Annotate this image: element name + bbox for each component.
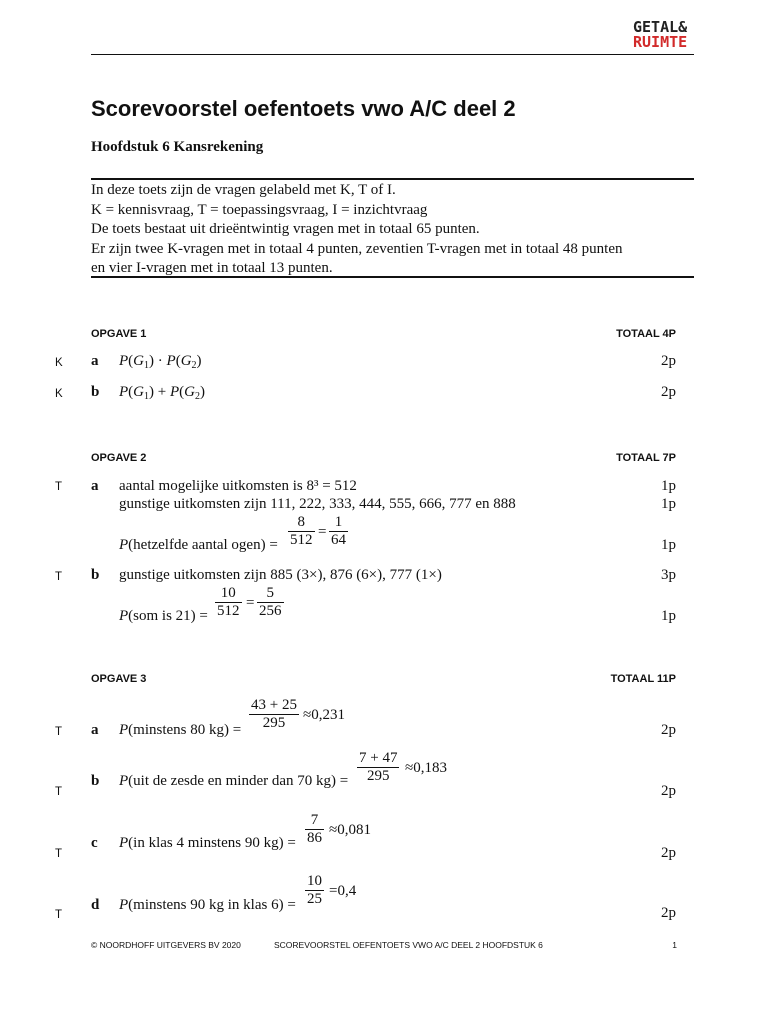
opgave-3a-condition: (minstens 80 kg) = (128, 722, 242, 738)
question-letter: b (91, 773, 100, 789)
opgave-3c-text (119, 835, 296, 852)
fraction (357, 750, 399, 785)
opgave-1-total: TOTAAL 4P (616, 328, 676, 340)
intro-top-divider (91, 178, 694, 180)
question-type-label: T (55, 848, 63, 860)
equals-sign: = (246, 595, 255, 611)
question-type-label: K (55, 357, 63, 369)
fraction-denominator: 64 (331, 532, 346, 548)
opgave-2b-line-2 (119, 608, 208, 625)
question-letter: a (91, 353, 99, 369)
opgave-2a-line-1: aantal mogelijke uitkomsten is 8³ = 512 (119, 478, 357, 494)
fraction (257, 585, 284, 620)
page-subtitle: Hoofdstuk 6 Kansrekening (91, 139, 264, 155)
opgave-1-header: OPGAVE 1 (91, 328, 147, 340)
points-label: 2p (661, 905, 676, 921)
question-letter: a (91, 722, 99, 738)
approx-value: ≈0,183 (405, 760, 447, 776)
points-label: 2p (661, 722, 676, 738)
opgave-3b-condition: (uit de zesde en minder dan 70 kg) = (128, 773, 349, 789)
approx-value: ≈0,081 (329, 822, 371, 838)
brand-logo (633, 20, 687, 50)
opgave-2a-line-3-text: (hetzelfde aantal ogen) = (128, 537, 278, 553)
points-label: 1p (661, 496, 676, 512)
points-label: 2p (661, 783, 676, 799)
fraction (249, 697, 299, 732)
fraction (329, 514, 348, 549)
fraction-numerator: 10 (220, 585, 236, 601)
question-type-label: T (55, 481, 63, 493)
probability-symbol: P (119, 897, 129, 913)
intro-line: De toets bestaat uit drieëntwintig vragen met in totaal 65 punten. (91, 221, 480, 237)
opgave-3d-text (119, 897, 296, 914)
fraction-numerator: 7 (310, 812, 319, 828)
question-letter: c (91, 835, 98, 851)
fraction-numerator: 5 (266, 585, 274, 601)
approx-value: ≈0,231 (303, 707, 345, 723)
opgave-2b-line-2-text: (som is 21) = (128, 608, 208, 624)
fraction (288, 514, 315, 549)
probability-symbol: P (119, 722, 129, 738)
logo-line-1: GETAL& (633, 18, 688, 36)
opgave-3-header: OPGAVE 3 (91, 673, 147, 685)
fraction-numerator: 1 (334, 514, 343, 530)
fraction-denominator: 512 (217, 603, 240, 619)
points-label: 1p (661, 537, 676, 553)
equals-sign: = (318, 524, 327, 540)
points-label: 2p (661, 845, 676, 861)
opgave-1a-formula: $P(G_1) \cdot P(G_2)$ (119, 353, 202, 371)
intro-bottom-divider (91, 276, 694, 278)
opgave-2a-line-3 (119, 537, 278, 554)
intro-line: en vier I-vragen met in totaal 13 punten. (91, 260, 333, 276)
points-label: 3p (661, 567, 676, 583)
probability-symbol: P (119, 608, 129, 624)
fraction-denominator: 256 (259, 603, 282, 619)
opgave-2-header: OPGAVE 2 (91, 452, 147, 464)
question-letter: d (91, 897, 100, 913)
question-type-label: T (55, 571, 63, 583)
question-letter: a (91, 478, 99, 494)
opgave-2b-line-1: gunstige uitkomsten zijn 885 (3×), 876 (6×), 777 (1×) (119, 567, 442, 583)
page-title: Scorevoorstel oefentoets vwo A/C deel 2 (91, 96, 516, 121)
footer-copyright: © NOORDHOFF UITGEVERS BV 2020 (91, 940, 241, 950)
opgave-3a-text (119, 722, 241, 739)
fraction-numerator: 7 + 47 (359, 750, 398, 766)
approx-value: =0,4 (329, 883, 357, 899)
probability-symbol: P (119, 773, 129, 789)
fraction-denominator: 25 (307, 891, 322, 907)
logo-line-2: RUIMTE (633, 33, 688, 51)
fraction-denominator: 295 (357, 767, 399, 785)
opgave-2a-line-2: gunstige uitkomsten zijn 111, 222, 333, 444, 555, 666, 777 en 888 (119, 496, 516, 512)
footer-document-title: SCOREVOORSTEL OEFENTOETS VWO A/C DEEL 2 HOOFDSTUK 6 (274, 940, 543, 950)
intro-line: K = kennisvraag, T = toepassingsvraag, I = inzichtvraag (91, 201, 428, 218)
fraction-numerator: 43 + 25 (251, 697, 297, 713)
fraction-denominator: 512 (290, 532, 313, 548)
fraction-numerator: 8 (297, 514, 305, 530)
fraction-numerator: 10 (307, 873, 322, 889)
question-type-label: T (55, 786, 63, 798)
opgave-2-total: TOTAAL 7P (616, 452, 676, 464)
probability-symbol: P (119, 537, 129, 553)
intro-text (91, 181, 623, 279)
opgave-3c-condition: (in klas 4 minstens 90 kg) = (128, 835, 296, 851)
opgave-3d-condition: (minstens 90 kg in klas 6) = (128, 897, 296, 913)
footer-page-number: 1 (672, 940, 677, 950)
intro-line: Er zijn twee K-vragen met in totaal 4 punten, zeventien T-vragen met in totaal 48 punten (91, 240, 623, 257)
question-type-label: K (55, 388, 63, 400)
intro-line: In deze toets zijn de vragen gelabeld met K, T of I. (91, 182, 396, 198)
fraction (305, 812, 324, 847)
question-type-label: T (55, 909, 63, 921)
points-label: 1p (661, 608, 676, 624)
opgave-1b-formula: $P(G_1) + P(G_2)$ (119, 384, 205, 402)
points-label: 1p (661, 478, 676, 494)
points-label: 2p (661, 384, 676, 400)
opgave-3b-text (119, 773, 348, 790)
fraction (215, 585, 242, 620)
question-type-label: T (55, 726, 63, 738)
fraction (305, 873, 324, 908)
fraction-denominator: 295 (249, 714, 299, 732)
header-divider (91, 54, 694, 55)
opgave-3-total: TOTAAL 11P (610, 673, 676, 685)
probability-symbol: P (119, 835, 129, 851)
question-letter: b (91, 384, 100, 400)
points-label: 2p (661, 353, 676, 369)
question-letter: b (91, 567, 100, 583)
fraction-denominator: 86 (307, 830, 322, 846)
